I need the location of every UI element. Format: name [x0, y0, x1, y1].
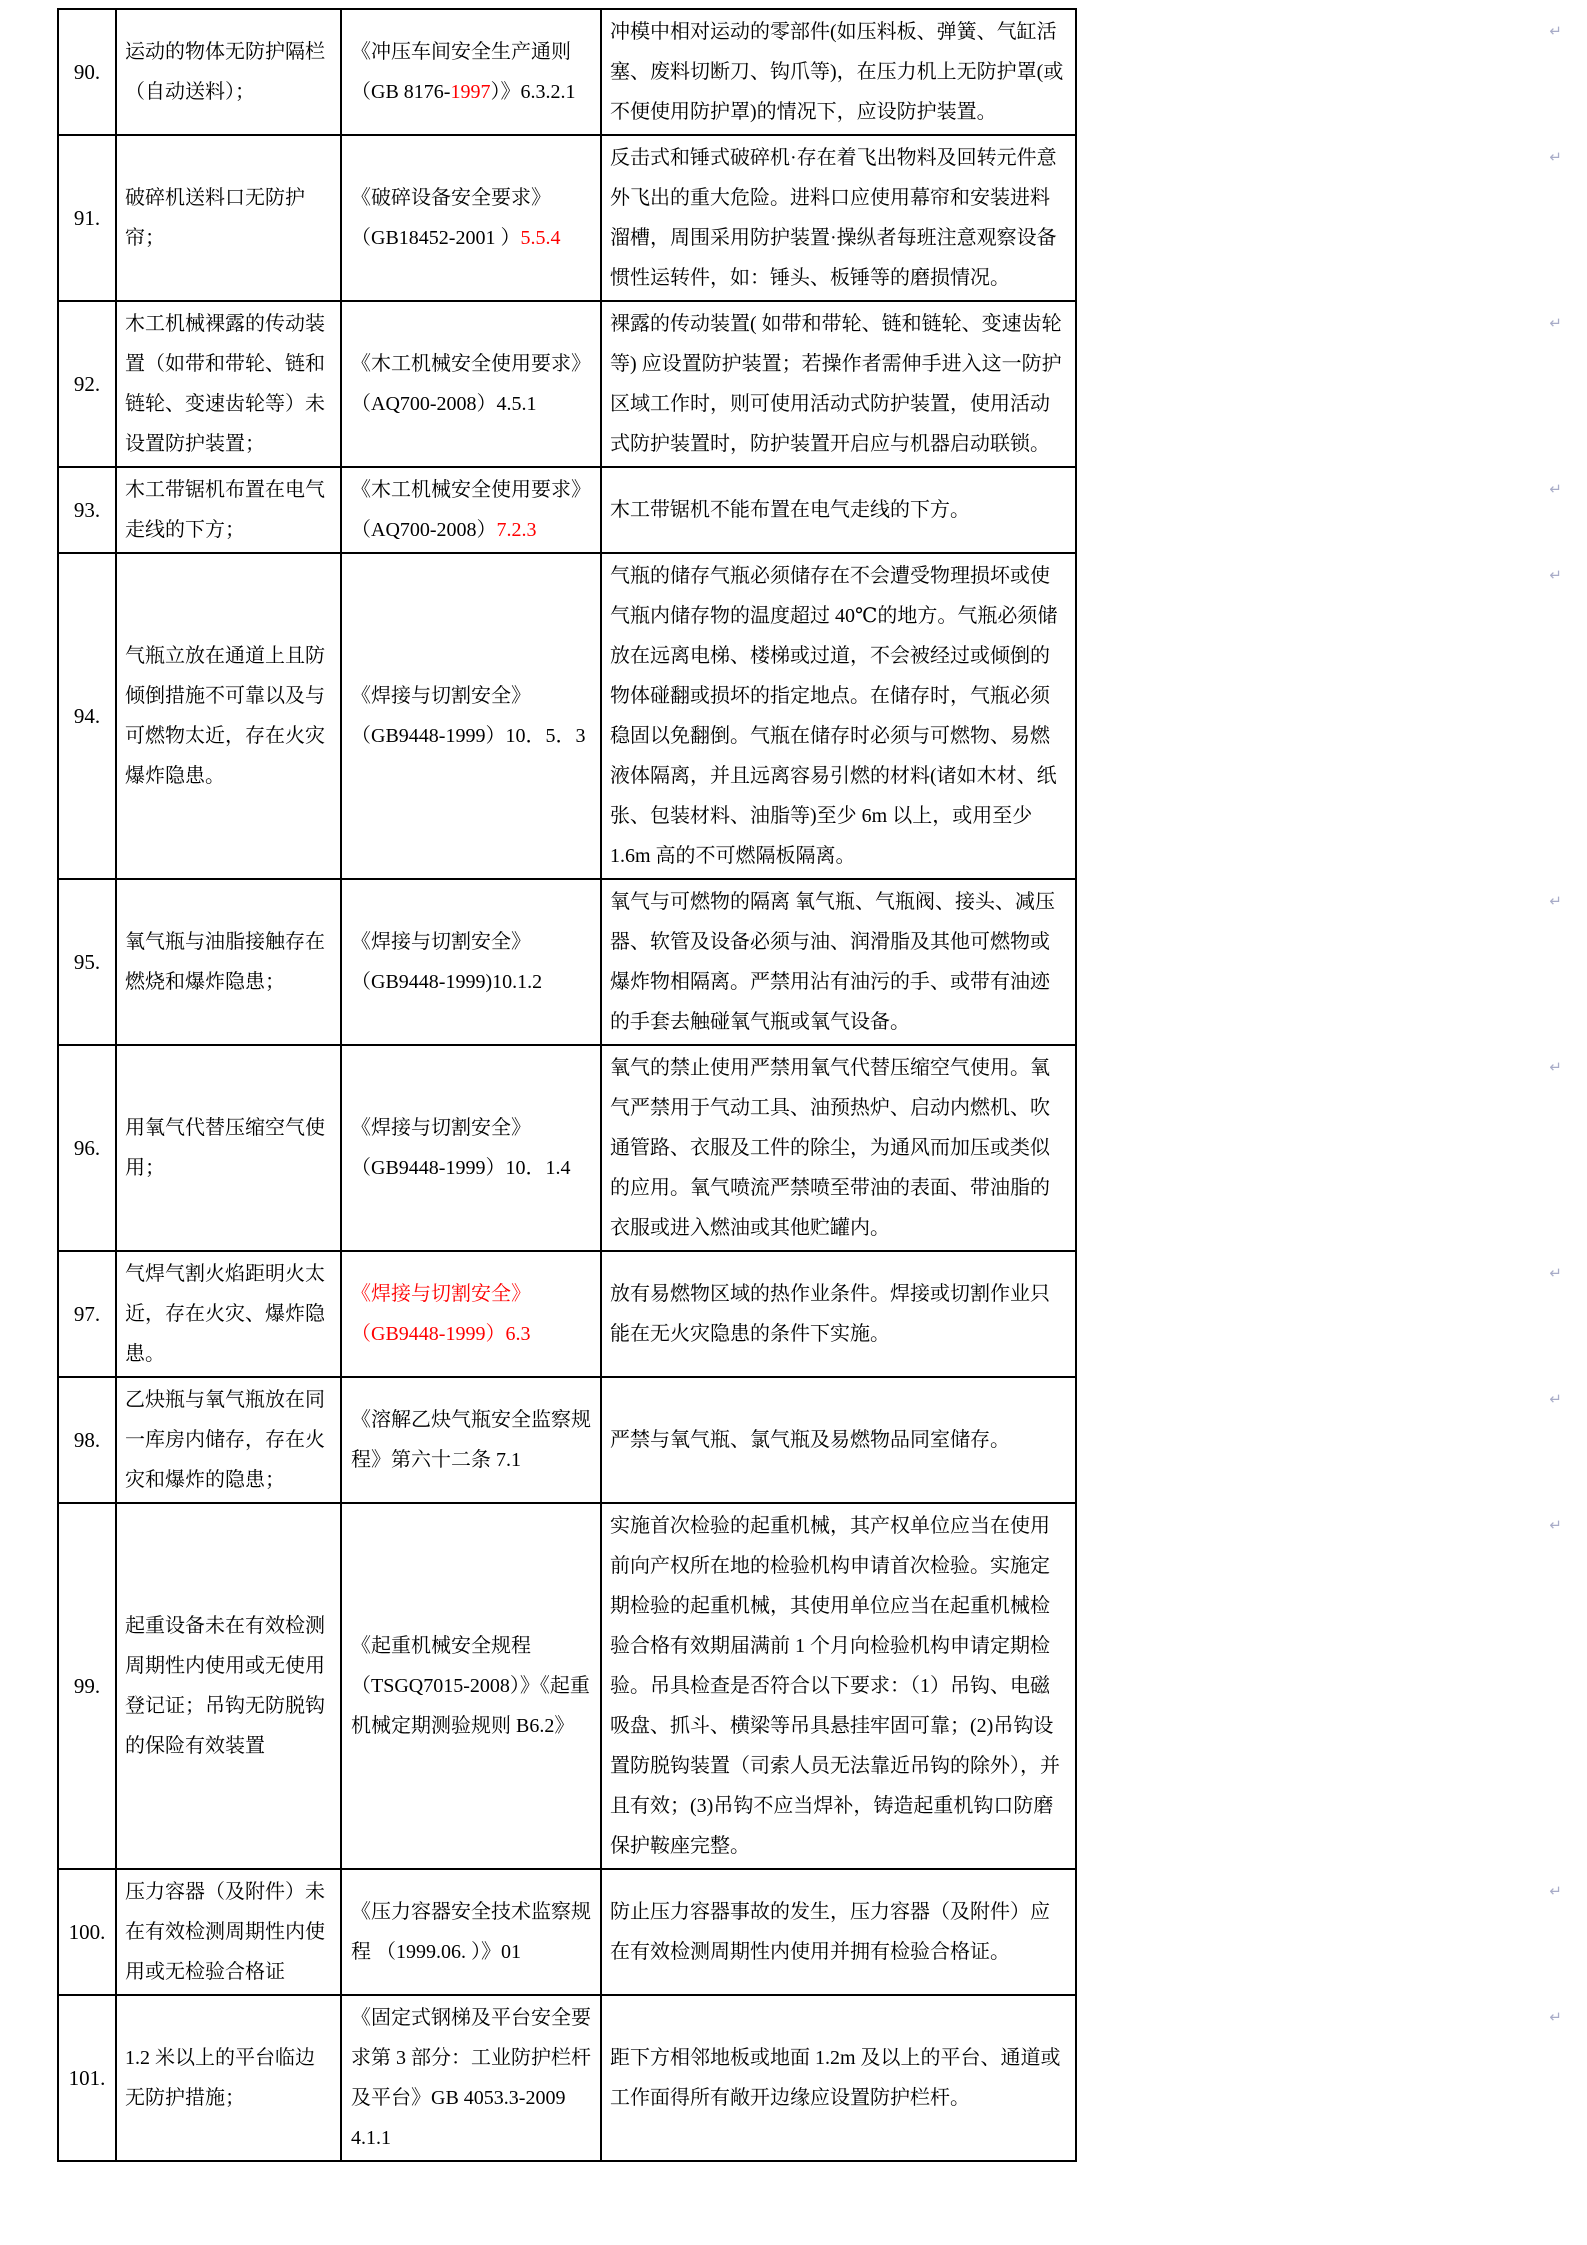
row-number: 97.	[58, 1251, 116, 1377]
requirement-detail-text: 严禁与氧气瓶、氯气瓶及易燃物品同室储存。	[610, 1429, 1010, 1451]
requirement-detail-text: 氧气与可燃物的隔离 氧气瓶、气瓶阀、接头、减压器、软管及设备必须与油、润滑脂及其他可燃物或爆炸物相隔离。严禁用沾有油污的手、或带有油迹的手套去触碰氧气瓶或氧气设备。	[610, 891, 1055, 1033]
standard-text-segment: 《压力容器安全技术监察规程 （1999.06. ）》01	[351, 1901, 591, 1963]
hazard-description: 乙炔瓶与氧气瓶放在同一库房内储存，存在火灾和爆炸的隐患；	[116, 1377, 341, 1503]
paragraph-mark-icon: ↵	[1549, 892, 1562, 910]
standard-text-segment: 《起重机械安全规程（TSGQ7015-2008）》《起重机械定期测验规则 B6.2》	[351, 1635, 590, 1737]
standard-reference	[341, 879, 601, 1045]
row-number: 95.	[58, 879, 116, 1045]
requirement-detail	[601, 1045, 1562, 1251]
row-number: 91.	[58, 135, 116, 301]
standard-clause-red: 5.5.4	[520, 227, 561, 249]
table-row	[58, 9, 1076, 135]
table-row	[58, 301, 1076, 467]
requirement-detail	[601, 1251, 1562, 1377]
requirement-detail-text: 放有易燃物区域的热作业条件。焊接或切割作业只能在无火灾隐患的条件下实施。	[610, 1283, 1050, 1345]
standard-text-segment: 《破碎设备安全要求》（GB18452-2001 ）	[351, 187, 551, 249]
standard-reference	[341, 1045, 601, 1251]
requirement-detail-text: 距下方相邻地板或地面 1.2m 及以上的平台、通道或工作面得所有敞开边缘应设置防护栏杆。	[610, 2047, 1061, 2109]
standard-text-segment: 《焊接与切割安全》（GB9448-1999）10．1.4	[351, 1117, 571, 1179]
requirement-detail	[601, 135, 1562, 301]
table-row	[58, 1377, 1076, 1503]
requirement-detail-text: 冲模中相对运动的零部件(如压料板、弹簧、气缸活塞、废料切断刀、钩爪等)，在压力机上无防护罩(或不便使用防护罩)的情况下，应设防护装置。	[610, 21, 1064, 123]
standard-text-segment: 《木工机械安全使用要求》（AQ700-2008）4.5.1	[351, 353, 591, 415]
table-row	[58, 467, 1076, 553]
standard-clause-red: 7.2.3	[496, 519, 537, 541]
hazard-description: 气瓶立放在通道上且防倾倒措施不可靠以及与可燃物太近，存在火灾爆炸隐患。	[116, 553, 341, 879]
hazard-description: 氧气瓶与油脂接触存在燃烧和爆炸隐患；	[116, 879, 341, 1045]
requirement-detail	[601, 879, 1562, 1045]
paragraph-mark-icon: ↵	[1549, 148, 1562, 166]
table-row	[58, 553, 1076, 879]
hazard-description: 木工机械裸露的传动装置（如带和带轮、链和链轮、变速齿轮等）未设置防护装置；	[116, 301, 341, 467]
requirement-detail-text: 木工带锯机不能布置在电气走线的下方。	[610, 499, 970, 521]
requirement-detail	[601, 467, 1562, 553]
standard-reference	[341, 1869, 601, 1995]
table-row	[58, 1995, 1076, 2161]
standard-reference	[341, 1251, 601, 1377]
standard-clause-red: 《焊接与切割安全》（GB9448-1999）6.3	[351, 1283, 531, 1345]
row-number: 101.	[58, 1995, 116, 2161]
standard-reference	[341, 553, 601, 879]
table-body	[58, 9, 1562, 2161]
hazard-description: 破碎机送料口无防护帘；	[116, 135, 341, 301]
standard-text-segment: 《冲压车间安全生产通则（GB 8176-	[351, 41, 571, 103]
requirement-detail-text: 裸露的传动装置( 如带和带轮、链和链轮、变速齿轮等) 应设置防护装置；若操作者需伸手进入这一防护区域工作时，则可使用活动式防护装置，使用活动式防护装置时，防护装置开启应与机器启动联锁。	[610, 313, 1062, 455]
paragraph-mark-icon: ↵	[1549, 314, 1562, 332]
standard-text-segment: 《固定式钢梯及平台安全要求第 3 部分：工业防护栏杆及平台》GB 4053.3-2009 4.1.1	[351, 2007, 591, 2149]
requirement-detail-text: 实施首次检验的起重机械，其产权单位应当在使用前向产权所在地的检验机构申请首次检验。实施定期检验的起重机械，其使用单位应当在起重机械检 验合格有效期届满前 1 个月向检验机构申请定期检验。吊具检查是否符合以下要求：（1）吊钩、电磁吸盘、抓斗、横梁等吊具悬挂牢固可靠；(2)吊钩设置防脱钩装置（司索人员无法靠近吊钩的除外），并且有效；(3)吊钩不应当焊补，铸造起重机钩口防磨保护鞍座完整。	[610, 1515, 1060, 1857]
standard-reference	[341, 1377, 601, 1503]
paragraph-mark-icon: ↵	[1549, 1058, 1562, 1076]
row-number: 90.	[58, 9, 116, 135]
paragraph-mark-icon: ↵	[1549, 1390, 1562, 1408]
requirement-detail	[601, 1377, 1562, 1503]
table-row	[58, 1503, 1076, 1869]
standard-reference	[341, 1995, 601, 2161]
paragraph-mark-icon: ↵	[1549, 480, 1562, 498]
hazard-description: 压力容器（及附件）未在有效检测周期性内使用或无检验合格证	[116, 1869, 341, 1995]
requirement-detail	[601, 1503, 1562, 1869]
paragraph-mark-icon: ↵	[1549, 22, 1562, 40]
requirement-detail-text: 反击式和锤式破碎机·存在着飞出物料及回转元件意外飞出的重大危险。进料口应使用幕帘和安装进料溜槽，周围采用防护装置·操纵者每班注意观察设备惯性运转件，如：锤头、板锤等的磨损情况。	[610, 147, 1057, 289]
safety-hazard-table	[57, 8, 1562, 2162]
row-number: 92.	[58, 301, 116, 467]
requirement-detail	[601, 1995, 1562, 2161]
table-row	[58, 1869, 1076, 1995]
hazard-description: 1.2 米以上的平台临边无防护措施；	[116, 1995, 341, 2161]
paragraph-mark-icon: ↵	[1549, 1882, 1562, 1900]
requirement-detail	[601, 301, 1562, 467]
hazard-description: 用氧气代替压缩空气使用；	[116, 1045, 341, 1251]
table-row	[58, 1045, 1076, 1251]
row-number: 99.	[58, 1503, 116, 1869]
requirement-detail-text: 防止压力容器事故的发生，压力容器（及附件）应在有效检测周期性内使用并拥有检验合格证。	[610, 1901, 1050, 1963]
row-number: 94.	[58, 553, 116, 879]
standard-reference	[341, 9, 601, 135]
requirement-detail	[601, 9, 1562, 135]
paragraph-mark-icon: ↵	[1549, 1264, 1562, 1282]
standard-reference	[341, 467, 601, 553]
requirement-detail-text: 氧气的禁止使用严禁用氧气代替压缩空气使用。氧气严禁用于气动工具、油预热炉、启动内燃机、吹通管路、衣服及工件的除尘，为通风而加压或类似的应用。氧气喷流严禁喷至带油的表面、带油脂的衣服或进入燃油或其他贮罐内。	[610, 1057, 1050, 1239]
standard-reference	[341, 301, 601, 467]
standard-reference	[341, 1503, 601, 1869]
standard-text-segment: 《木工机械安全使用要求》（AQ700-2008）	[351, 479, 591, 541]
standard-text-segment: 《焊接与切割安全》（GB9448-1999）10．5．3	[351, 685, 586, 747]
table-row	[58, 135, 1076, 301]
requirement-detail	[601, 1869, 1562, 1995]
row-number: 96.	[58, 1045, 116, 1251]
hazard-description: 气焊气割火焰距明火太近，存在火灾、爆炸隐患。	[116, 1251, 341, 1377]
table-row	[58, 1251, 1076, 1377]
standard-text-segment: ）》6.3.2.1	[490, 81, 576, 103]
hazard-description: 木工带锯机布置在电气走线的下方；	[116, 467, 341, 553]
hazard-description: 运动的物体无防护隔栏（自动送料）；	[116, 9, 341, 135]
table-row	[58, 879, 1076, 1045]
requirement-detail-text: 气瓶的储存气瓶必须储存在不会遭受物理损坏或使气瓶内储存物的温度超过 40℃的地方。气瓶必须储放在远离电梯、楼梯或过道，不会被经过或倾倒的物体碰翻或损坏的指定地点。在储存时，气瓶必须稳固以免翻倒。气瓶在储存时必须与可燃物、易燃液体隔离，并且远离容易引燃的材料(诸如木材、纸张、包装材料、油脂等)至少 6m 以上，或用至少 1.6m 高的不可燃隔板隔离。	[610, 565, 1058, 867]
standard-text-segment: 《焊接与切割安全》（GB9448-1999)10.1.2	[351, 931, 543, 993]
standard-reference	[341, 135, 601, 301]
standard-text-segment: 《溶解乙炔气瓶安全监察规程》第六十二条 7.1	[351, 1409, 591, 1471]
safety-hazard-table-container	[57, 8, 1562, 2162]
paragraph-mark-icon: ↵	[1549, 1516, 1562, 1534]
row-number: 98.	[58, 1377, 116, 1503]
row-number: 100.	[58, 1869, 116, 1995]
requirement-detail	[601, 553, 1562, 879]
row-number: 93.	[58, 467, 116, 553]
paragraph-mark-icon: ↵	[1549, 2008, 1562, 2026]
standard-clause-red: 1997	[450, 81, 491, 103]
paragraph-mark-icon: ↵	[1549, 566, 1562, 584]
hazard-description: 起重设备未在有效检测周期性内使用或无使用登记证；吊钩无防脱钩的保险有效装置	[116, 1503, 341, 1869]
